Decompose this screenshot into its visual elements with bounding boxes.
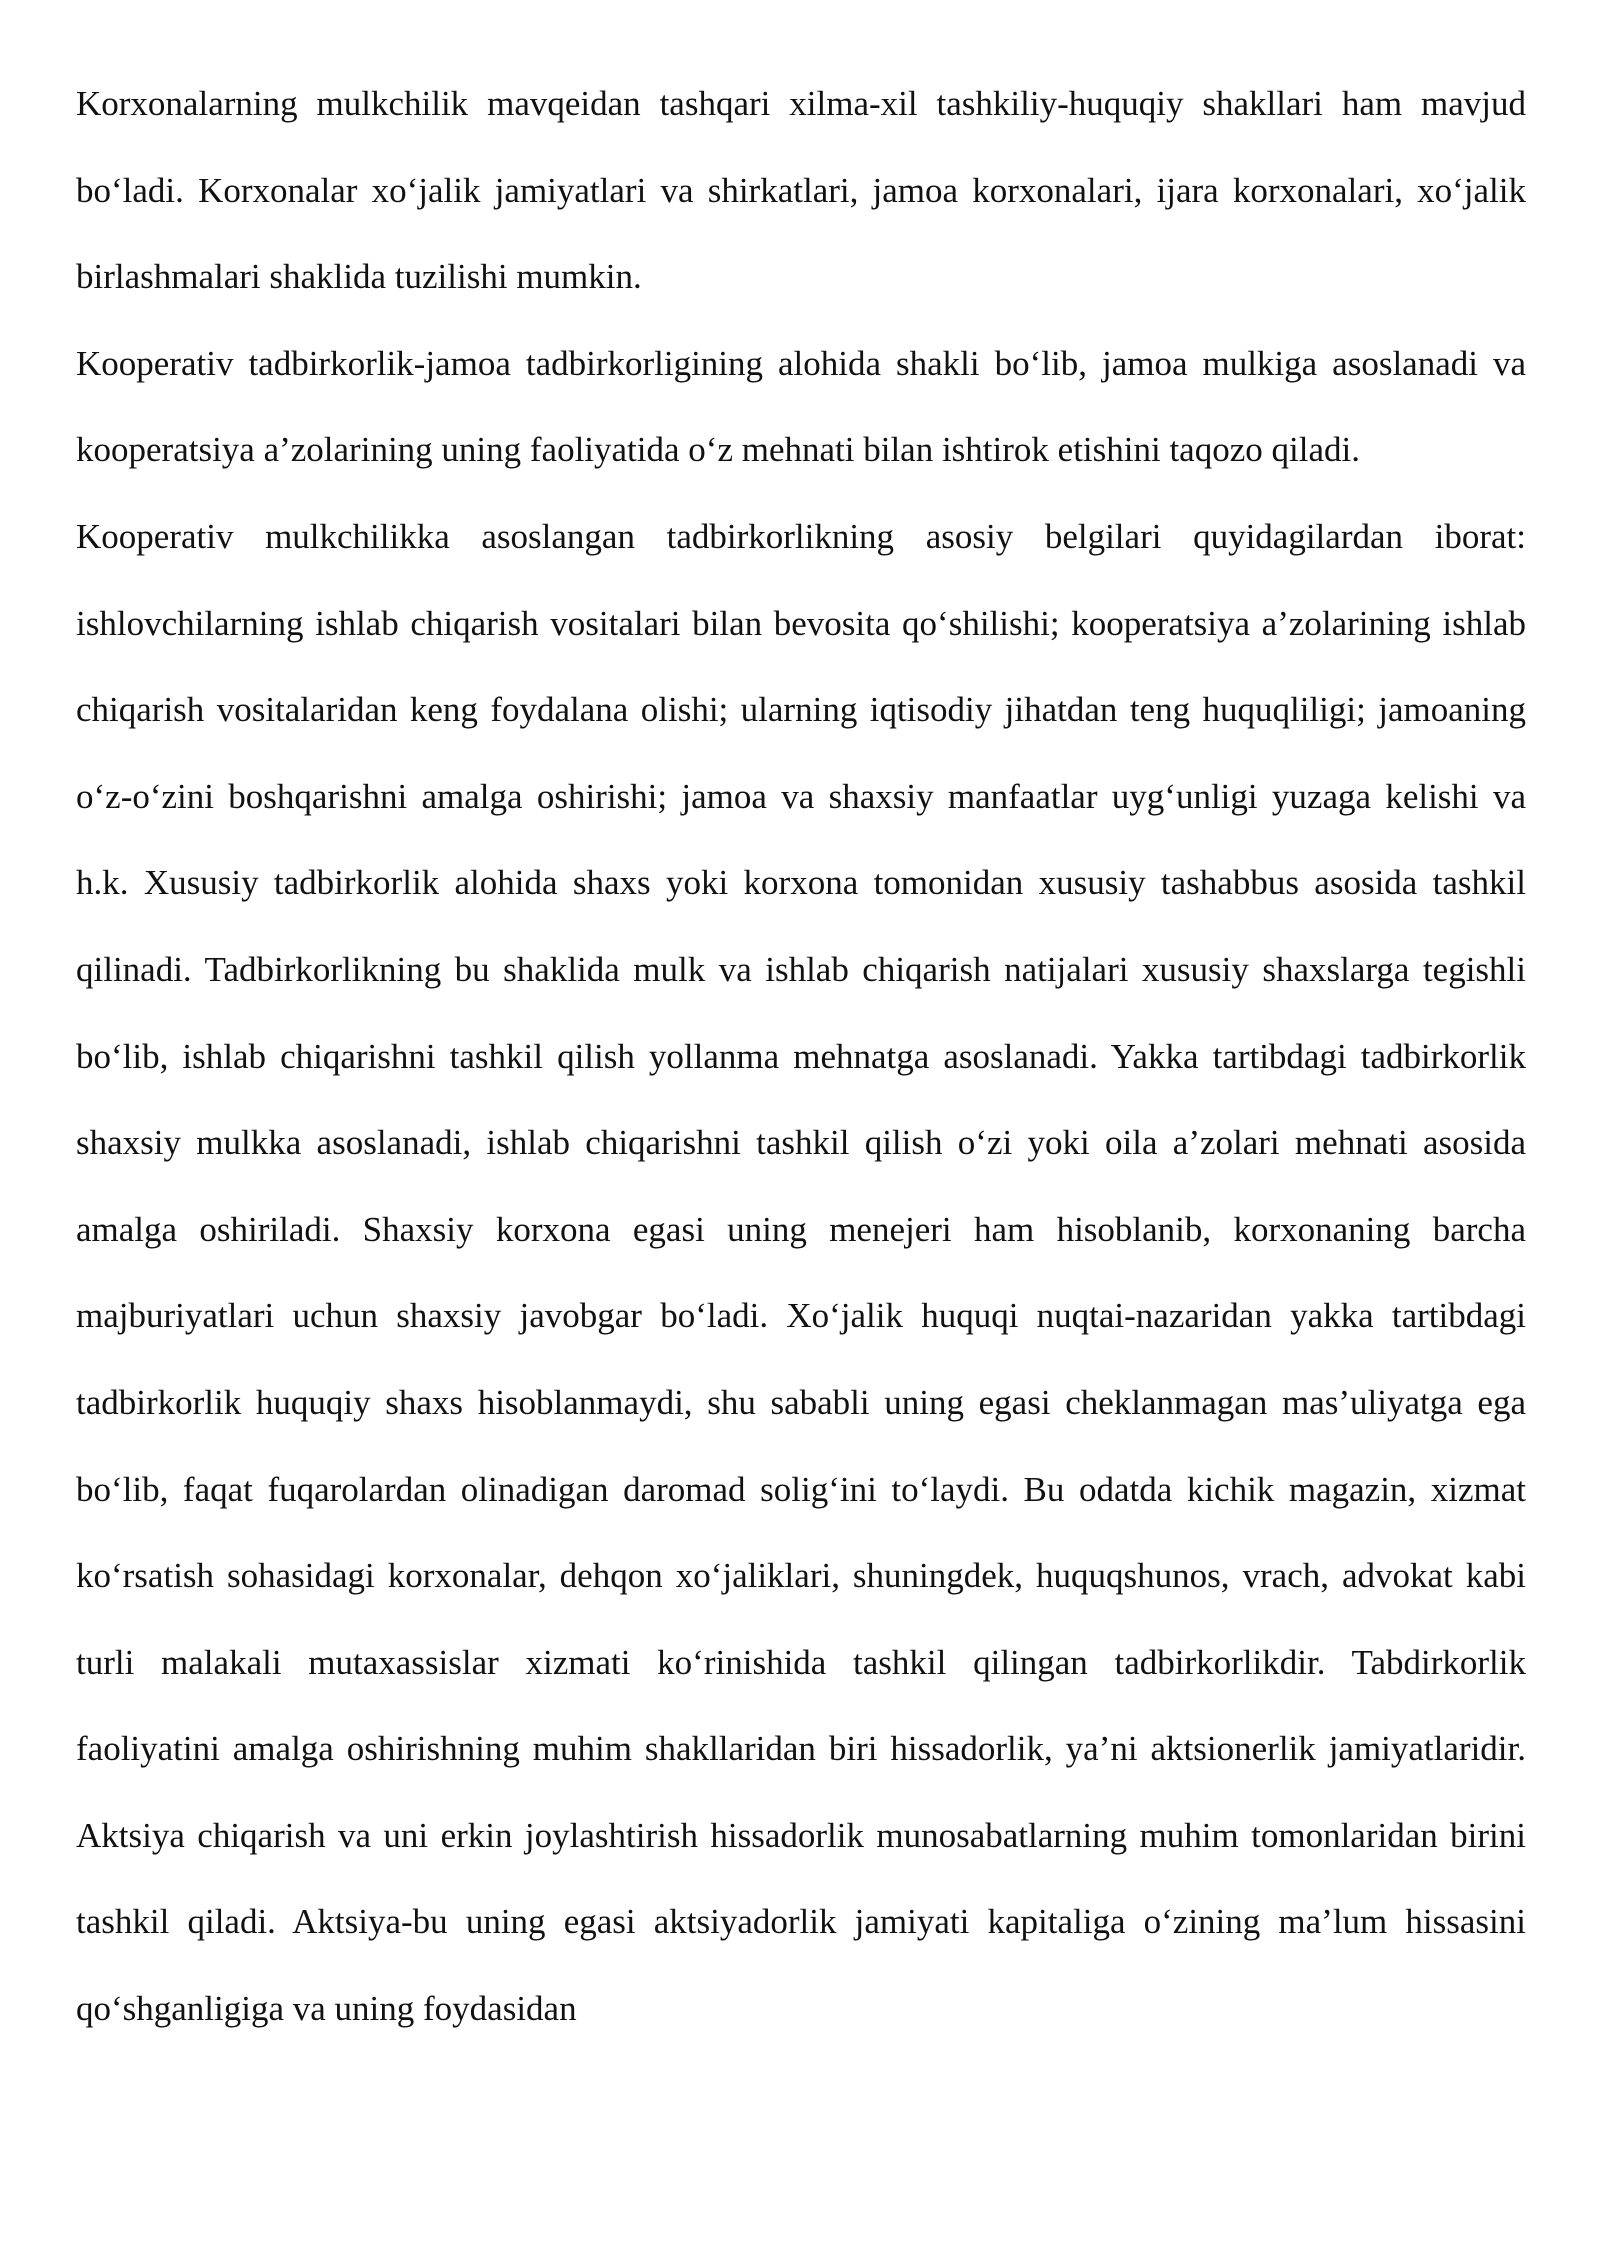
paragraph-cooperative-entrepreneurship: Kooperativ tadbirkorlik-jamoa tadbirkorligining alohida shakli bo‘lib, jamoa mulkiga asoslanadi va kooperatsiya a’zolarining uning faoliyatida o‘z mehnati bilan ishtirok etishini taqozo qiladi. [76,343,1526,470]
document-page [76,0,1526,2053]
paragraph-entrepreneurship-types: Kooperativ mulkchilikka asoslangan tadbirkorlikning asosiy belgilari quyidagilardan iborat: ishlovchilarning ishlab chiqarish vositalari bilan bevosita qo‘shilishi; kooperatsiya a’zolarining ishlab chiqarish vositalaridan keng foydalana olishi; ularning iqtisodiy jihatdan teng huquqliligi; jamoaning o‘z-o‘zini boshqarishni amalga oshirishi; jamoa va shaxsiy manfaatlar uyg‘unligi yuzaga kelishi va h.k. Xususiy tadbirkorlik alohida shaxs yoki korxona tomonidan xususiy tashabbus asosida tashkil qilinadi. Tadbirkorlikning bu shaklida mulk va ishlab chiqarish natijalari xususiy shaxslarga tegishli bo‘lib, ishlab chiqarishni tashkil qilish yollanma mehnatga asoslanadi. Yakka tartibdagi tadbirkorlik shaxsiy mulkka asoslanadi, ishlab chiqarishni tashkil qilish o‘zi yoki oila a’zolari mehnati asosida amalga oshiriladi. Shaxsiy korxona egasi uning menejeri ham hisoblanib, korxonaning barcha majburiyatlari uchun shaxsiy javobgar bo‘ladi. Xo‘jalik huquqi nuqtai-nazaridan yakka tartibdagi tadbirkorlik huquqiy shaxs hisoblanmaydi, shu sababli uning egasi cheklanmagan mas’uliyatga ega bo‘lib, faqat fuqarolardan olinadigan daromad solig‘ini to‘laydi. Bu odatda kichik magazin, xizmat ko‘rsatish sohasidagi korxonalar, dehqon xo‘jaliklari, shuningdek, huquqshunos, vrach, advokat kabi turli malakali mutaxassislar xizmati ko‘rinishida tashkil qilingan tadbirkorlikdir. Tabdirkorlik faoliyatini amalga oshirishning muhim shakllaridan biri hissadorlik, ya’ni aktsionerlik jamiyatlaridir. Aktsiya chiqarish va uni erkin joylashtirish hissadorlik munosabatlarning muhim tomonlaridan birini tashkil qiladi. Aktsiya-bu uning egasi aktsiyadorlik jamiyati kapitaliga o‘zining ma’lum hissasini qo‘shganligiga va uning foydasidan [76,516,1526,2029]
paragraph-enterprise-forms: Korxonalarning mulkchilik mavqeidan tashqari xilma-xil tashkiliy-huquqiy shakllari ham mavjud bo‘ladi. Korxonalar xo‘jalik jamiyatlari va shirkatlari, jamoa korxonalari, ijara korxonalari, xo‘jalik birlashmalari shaklida tuzilishi mumkin. [76,84,1526,297]
